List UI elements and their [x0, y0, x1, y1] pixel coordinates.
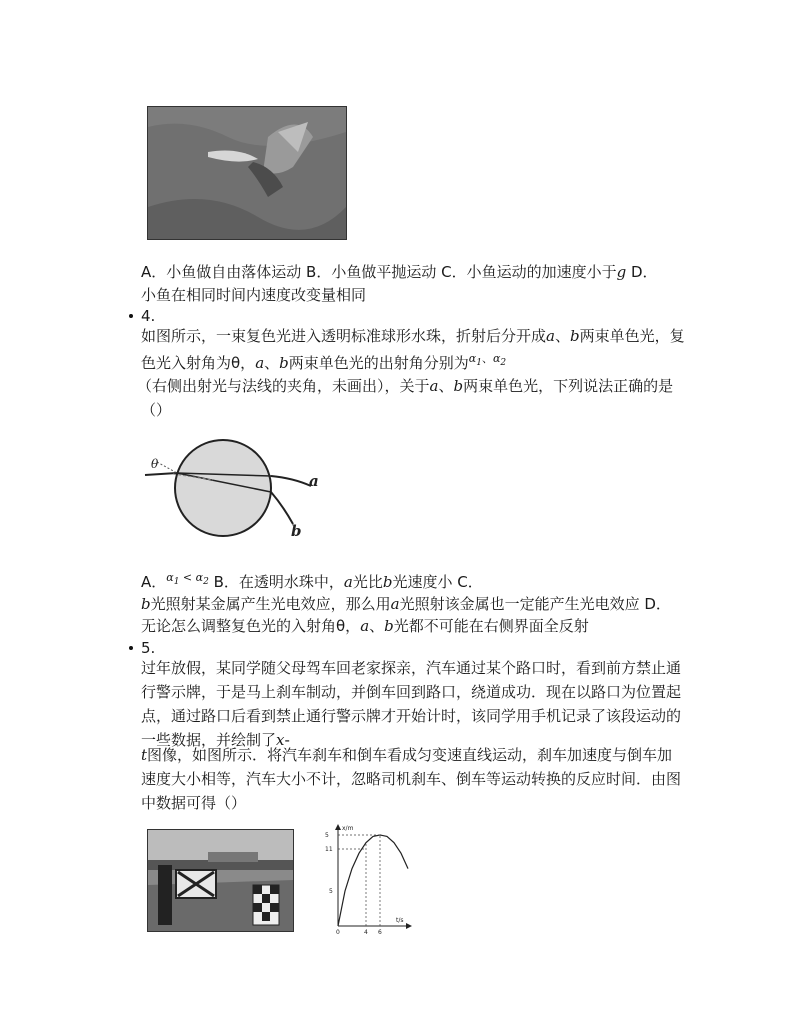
q3-options-line1: A．小鱼做自由落体运动 B．小鱼做平抛运动 C．小鱼运动的加速度小于g D． [141, 263, 658, 281]
x-tick-label: 4 [364, 929, 368, 934]
q5-stem-line2: 行警示牌，于是马上刹车制动，并倒车回到路口，绕道成功．现在以路口为位置起 [141, 683, 682, 701]
q5-stem-line1: 过年放假，某同学随父母驾车回老家探亲，汽车通过某个路口时，看到前方禁止通 [141, 659, 682, 677]
q5-stem-line5: t图像，如图所示．将汽车刹车和倒车看成匀变速直线运动，刹车加速度与倒车加 [141, 746, 673, 764]
xt-graph [322, 820, 412, 934]
x-tick-label: 0 [336, 929, 340, 934]
ray-b-label: b [291, 522, 302, 540]
y-tick-label: 5 [329, 888, 333, 895]
xt-curve [338, 835, 408, 926]
q4-options-line2: b光照射某金属产生光电效应，那么用a光照射该金属也一定能产生光电效应 D． [141, 595, 671, 613]
q4-answer-bracket: （） [141, 401, 172, 419]
ray-a-label: a [309, 472, 319, 490]
x-axis-label: t/s [396, 917, 404, 924]
bullet-icon [129, 646, 133, 650]
q5-stem-line7: 中数据可得（） [141, 794, 247, 812]
x-axis-arrow-icon [406, 923, 412, 929]
road-sign-photo [147, 829, 294, 932]
y-tick-label: 11 [325, 846, 333, 853]
q5-stem-line4: 一些数据，并绘制了x- [141, 731, 290, 749]
q5-stem-line3: 点，通过路口后看到禁止通行警示牌才开始计时，该同学用手机记录了该段运动的 [141, 707, 682, 725]
q4-options-line3: 无论怎么调整复色光的入射角θ，a、b光都不可能在右侧界面全反射 [141, 617, 589, 635]
q5-stem-line6: 速度大小相等，汽车大小不计，忽略司机刹车、倒车等运动转换的反应时间．由图 [141, 770, 682, 788]
q5-number: 5. [141, 639, 156, 657]
q4-options-line1: A．$^{\alpha_1 < \alpha_2}$ B．在透明水珠中，a光比b光速度小 C． [141, 571, 483, 591]
q3-option-d-text: 小鱼在相同时间内速度改变量相同 [141, 286, 367, 304]
q4-number: 4. [141, 307, 156, 325]
y-axis-label: x/m [342, 825, 354, 832]
x-tick-label: 6 [378, 929, 382, 934]
q4-stem-line1: 如图所示，一束复色光进入透明标准球形水珠，折射后分开成a、b两束单色光，复 [141, 327, 685, 345]
bird-fish-photo [147, 106, 347, 240]
q4-stem-line3: （右侧出射光与法线的夹角，未画出），关于a、b两束单色光，下列说法正确的是 [137, 377, 674, 395]
water-drop-diagram [143, 434, 333, 544]
theta-label: θ [151, 457, 159, 471]
q4-stem-line2: 色光入射角为θ，a、b两束单色光的出射角分别为$^{\alpha_1、\alpha_2}$ [141, 352, 507, 372]
y-axis-arrow-icon [335, 824, 341, 830]
bullet-icon [129, 314, 133, 318]
y-tick-label: 5 [325, 832, 329, 839]
